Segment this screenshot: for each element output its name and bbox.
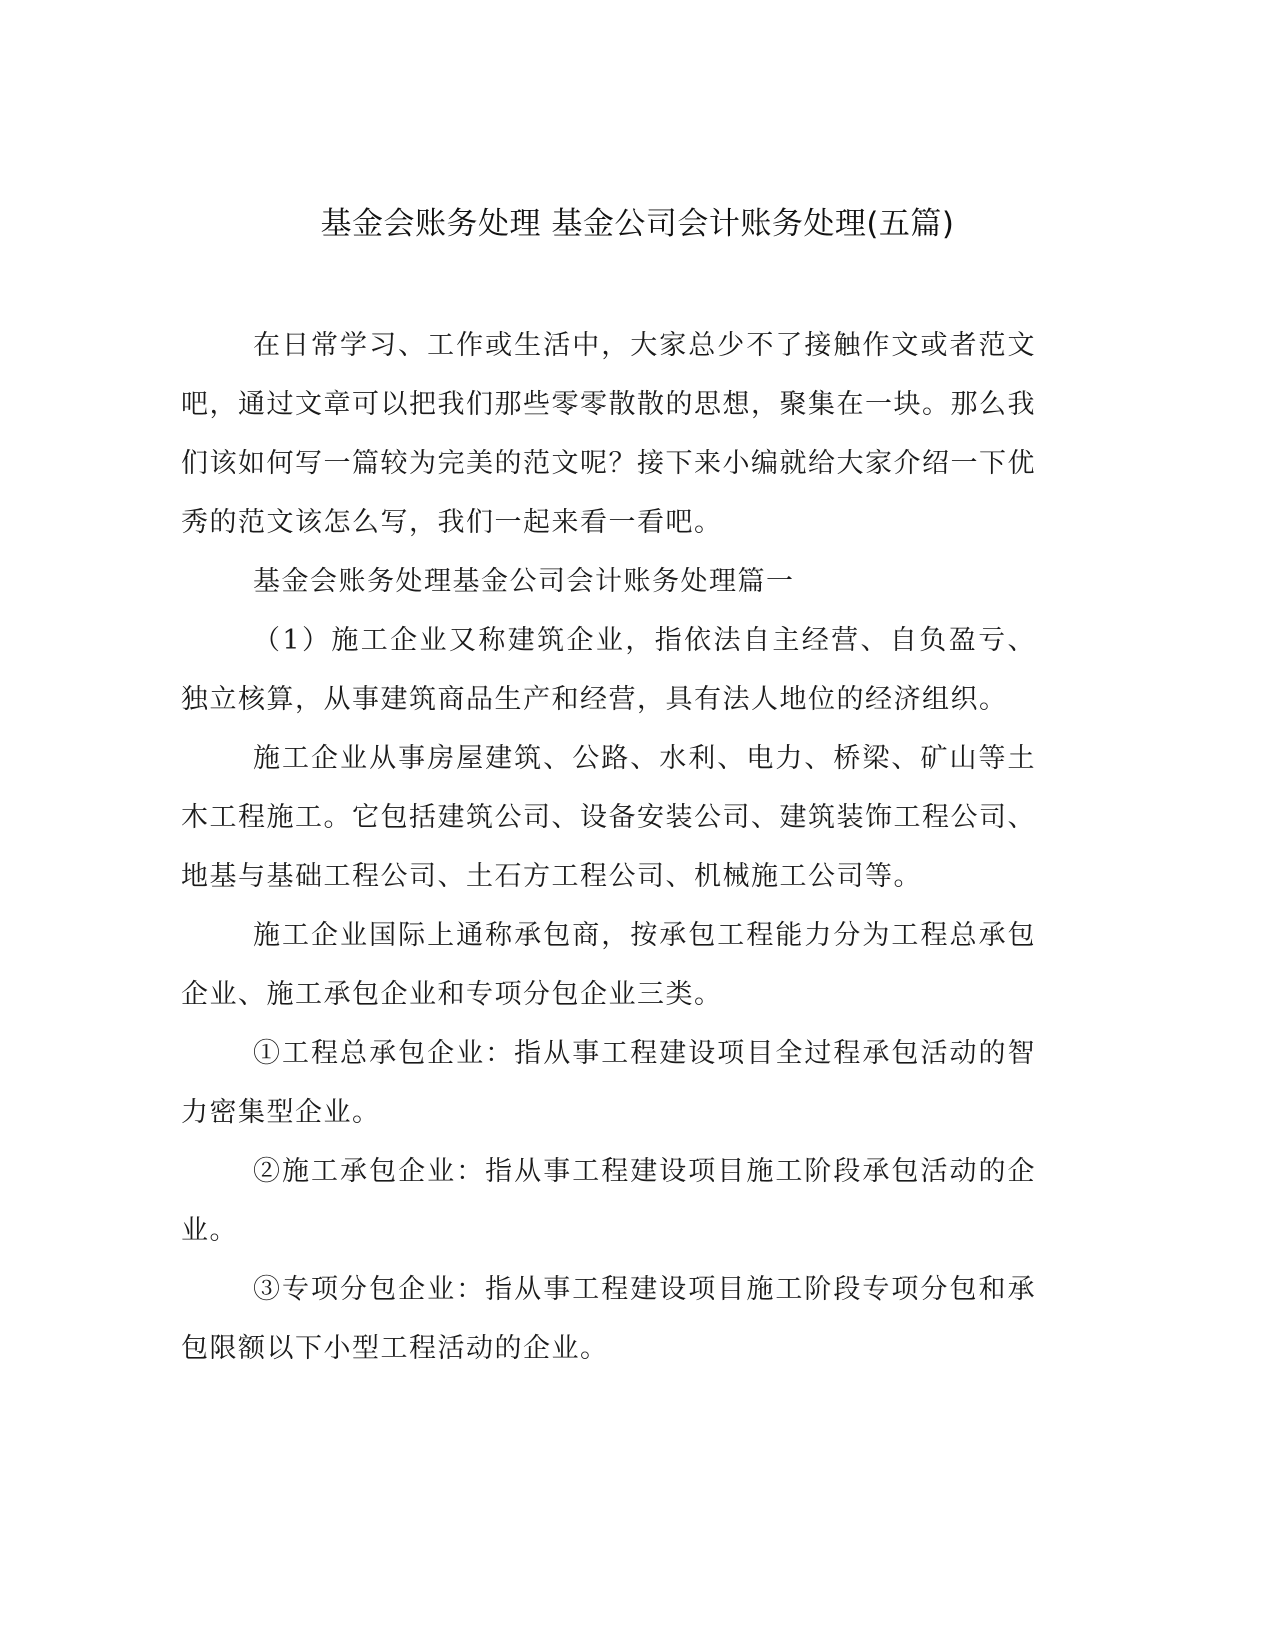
list-item-specialty-subcontractor: ③专项分包企业：指从事工程建设项目施工阶段专项分包和承包限额以下小型工程活动的企业。	[181, 1274, 1036, 1364]
section-heading-1: 基金会账务处理基金公司会计账务处理篇一	[253, 566, 795, 597]
document-body	[181, 316, 1036, 1378]
paragraph-scope: 施工企业从事房屋建筑、公路、水利、电力、桥梁、矿山等土木工程施工。它包括建筑公司、设备安装公司、建筑装饰工程公司、地基与基础工程公司、土石方工程公司、机械施工公司等。	[181, 743, 1036, 892]
list-item-general-contractor: ①工程总承包企业：指从事工程建设项目全过程承包活动的智力密集型企业。	[181, 1038, 1036, 1128]
list-item-construction-contractor: ②施工承包企业：指从事工程建设项目施工阶段承包活动的企业。	[181, 1156, 1036, 1246]
document-title: 基金会账务处理 基金公司会计账务处理(五篇)	[320, 206, 955, 242]
paragraph-intro: 在日常学习、工作或生活中，大家总少不了接触作文或者范文吧，通过文章可以把我们那些零零散散的思想，聚集在一块。那么我们该如何写一篇较为完美的范文呢？接下来小编就给大家介绍一下优秀的范文该怎么写，我们一起来看一看吧。	[181, 330, 1036, 538]
paragraph-definition: （1）施工企业又称建筑企业，指依法自主经营、自负盈亏、独立核算，从事建筑商品生产和经营，具有法人地位的经济组织。	[181, 625, 1036, 715]
paragraph-categories: 施工企业国际上通称承包商，按承包工程能力分为工程总承包企业、施工承包企业和专项分包企业三类。	[181, 920, 1036, 1010]
